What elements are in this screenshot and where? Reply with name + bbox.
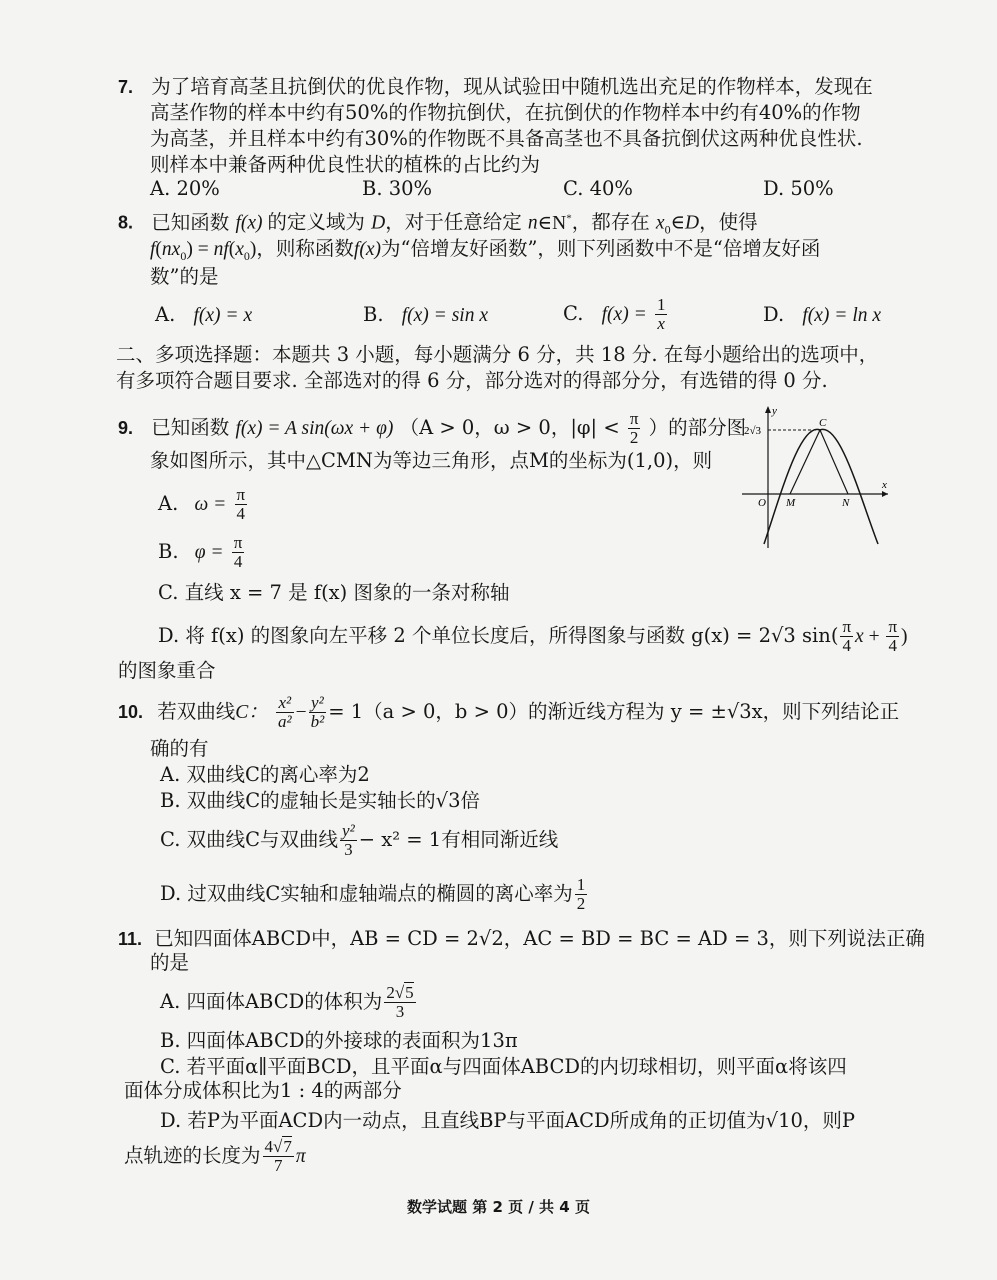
q7-line-3: 为高茎，并且样本中约有30%的作物既不具备高茎也不具备抗倒伏这两种优良性状. xyxy=(150,127,863,150)
q11-option-d-line-1: D. 若P为平面ACD内一动点，且直线BP与平面ACD所成角的正切值为√10，则P xyxy=(160,1109,856,1132)
q9-option-d-line-2: 的图象重合 xyxy=(118,659,216,682)
q11-line-1: 11. 已知四面体ABCD中，AB = CD = 2√2，AC = BD = BC = AD = 3，则下列说法正确 xyxy=(118,927,925,950)
sine-curve xyxy=(764,429,878,544)
q7-option-c: C. 40% xyxy=(563,177,633,200)
q8-option-a: A. f(x) = x xyxy=(155,303,253,326)
q8-option-c: C. f(x) = $\frac{1}{x}$ xyxy=(563,295,666,333)
point-n-label: N xyxy=(842,497,850,509)
q8-option-d: D. f(x) = ln x xyxy=(763,303,882,326)
point-m-label: M xyxy=(786,497,796,509)
q10-option-d: D. 过双曲线C实轴和虚轴端点的椭圆的离心率为 $\frac{1}{2}$ xyxy=(160,875,586,913)
q9-line-2: 象如图所示，其中△CMN为等边三角形，点M的坐标为(1,0)，则 xyxy=(150,449,713,472)
page-footer: 数学试题 第 2 页 / 共 4 页 xyxy=(407,1198,590,1216)
q10-option-c: C. 双曲线C与双曲线 $\frac{\text{y²}}{3}$ − x² = 1有相同渐近线 xyxy=(160,821,559,859)
q7-line-1: 7. 为了培育高茎且抗倒伏的优良作物，现从试验田中随机选出充足的作物样本，发现在 xyxy=(118,75,873,98)
q8-line-2: $f(nx_0) = nf(x_0)$，则称函数f(x)为“倍增友好函数”，则下列函数中不是“倍增友好函 xyxy=(150,237,821,263)
triangle-side-mc xyxy=(790,430,820,494)
q7-option-d: D. 50% xyxy=(763,177,834,200)
q9-option-d-line-1: D. 将 f(x) 的图象向左平移 2 个单位长度后，所得图象与函数 g(x) = 2√3 sin( $\frac{\pi}{4}$ x + $\frac{\pi}{4}$ ) xyxy=(158,617,908,655)
q9-option-b: B. φ = $\frac{\pi}{4}$ xyxy=(158,533,243,571)
sine-graph-figure xyxy=(742,402,892,552)
q11-option-c-line-2: 面体分成体积比为1 : 4的两部分 xyxy=(124,1079,402,1102)
y-tick-2sqrt3: 2√3 xyxy=(744,425,762,437)
q11-option-a: A. 四面体ABCD的体积为 $\frac{2√5}{3}$ xyxy=(160,983,414,1021)
y-axis-arrow xyxy=(765,406,771,413)
q7-option-a: A. 20% xyxy=(150,177,220,200)
q8-option-b: B. f(x) = sin x xyxy=(363,303,488,326)
q11-option-d-line-2: 点轨迹的长度为 $\frac{4√7}{7}$ π xyxy=(124,1137,306,1175)
q8-line-1: 8. 已知函数 f(x) 的定义域为 D，对于任意给定 n∈N*，都存在 $x_0\in D$，使得 xyxy=(118,210,758,237)
q7-line-2: 高茎作物的样本中约有50%的作物抗倒伏，在抗倒伏的作物样本中约有40%的作物 xyxy=(150,101,861,124)
q11-option-b: B. 四面体ABCD的外接球的表面积为13π xyxy=(160,1029,518,1052)
q10-option-b: B. 双曲线C的虚轴长是实轴长的√3倍 xyxy=(160,789,480,812)
q9-line-1: 9. 已知函数 f(x) = A sin(ωx + φ) （A > 0，ω > 0，|φ| < $\frac{\pi}{2}$ ）的部分图 xyxy=(118,409,747,447)
q7-line-4: 则样本中兼备两种优良性状的植株的占比约为 xyxy=(150,153,541,176)
x-axis-arrow xyxy=(882,491,888,497)
section-2-heading-line-2: 有多项符合题目要求. 全部选对的得 6 分，部分选对的得部分分，有选错的得 0 分. xyxy=(116,369,828,392)
origin-label: O xyxy=(758,497,766,509)
point-c-label: C xyxy=(819,417,827,429)
y-axis-label: y xyxy=(772,405,777,417)
q11-option-c-line-1: C. 若平面α∥平面BCD，且平面α与四面体ABCD的内切球相切，则平面α将该四 xyxy=(160,1055,847,1078)
triangle-side-nc xyxy=(820,430,848,494)
q9-option-a: A. ω = $\frac{\pi}{4}$ xyxy=(158,485,246,523)
q11-line-2: 的是 xyxy=(150,951,190,974)
q10-line-2: 确的有 xyxy=(150,737,209,760)
section-2-heading-line-1: 二、多项选择题：本题共 3 小题，每小题满分 6 分，共 18 分. 在每小题给出的选项中， xyxy=(116,343,879,366)
q8-line-3: 数”的是 xyxy=(150,265,219,288)
x-axis-label: x xyxy=(882,479,887,491)
q10-option-a: A. 双曲线C的离心率为2 xyxy=(160,763,370,786)
fraction-1-over-x: $\frac{1}{x}$ xyxy=(656,295,666,333)
q10-line-1: 10. 若双曲线C： $\frac{\text{x²}}{\text{a²}}$ − $\frac{\text{y²}}{\text{b²}}$ = 1（a > 0，b > 0）的渐近线方程为 y = ±√3x，则下列结论正 xyxy=(118,693,900,731)
q9-option-c: C. 直线 x = 7 是 f(x) 图象的一条对称轴 xyxy=(158,581,510,604)
q7-option-b: B. 30% xyxy=(362,177,433,200)
